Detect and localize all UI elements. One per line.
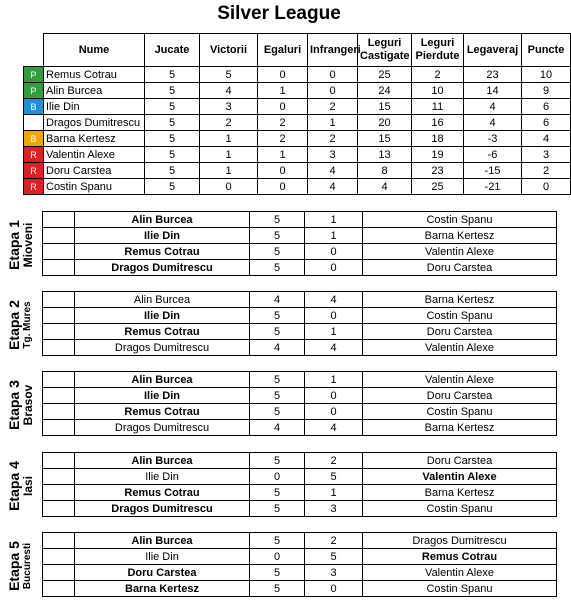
row-spacer-cell [43,340,75,356]
stat-cell: 5 [145,115,200,131]
stage-block [0,532,558,600]
stat-cell: 2 [308,99,358,115]
row-spacer-cell [43,212,75,228]
player-name-cell: Ilie Din [44,99,145,115]
player-name-cell: Alin Burcea [44,83,145,99]
stat-cell: 3 [308,147,358,163]
player-name-cell: Barna Kertesz [44,131,145,147]
status-badge [24,115,44,131]
stat-cell: 3 [200,99,258,115]
away-player-cell: Costin Spanu [363,581,557,597]
standings-row [24,131,571,147]
stat-cell: 2 [258,131,308,147]
home-score-cell: 5 [250,501,305,517]
home-player-cell: Dragos Dumitrescu [75,340,250,356]
row-spacer-cell [43,485,75,501]
away-player-cell: Doru Carstea [363,260,557,276]
row-spacer-cell [43,260,75,276]
away-score-cell: 1 [305,228,363,244]
stat-cell: 0 [258,179,308,195]
stage-block [0,211,558,279]
match-row [43,404,557,420]
header-cell: Legaveraj [464,34,522,67]
stat-cell: 6 [522,99,571,115]
match-row [43,549,557,565]
stat-cell: 0 [258,163,308,179]
match-row [43,388,557,404]
stat-cell: 5 [145,67,200,83]
away-player-cell: Costin Spanu [363,501,557,517]
match-row [43,581,557,597]
home-player-cell: Ilie Din [75,388,250,404]
stat-cell: 1 [200,147,258,163]
home-player-cell: Alin Burcea [75,533,250,549]
row-spacer-cell [43,565,75,581]
stat-cell: 5 [145,131,200,147]
player-name-cell: Doru Carstea [44,163,145,179]
match-row [43,212,557,228]
row-spacer-cell [43,581,75,597]
stat-cell: 23 [412,163,464,179]
away-score-cell: 1 [305,324,363,340]
stat-cell: 2 [200,115,258,131]
stat-cell: 1 [258,83,308,99]
stat-cell: 2 [258,115,308,131]
status-badge: R [24,163,44,179]
away-player-cell: Dragos Dumitrescu [363,533,557,549]
row-spacer-cell [43,420,75,436]
stage-number: Etapa 2 [6,300,22,350]
away-score-cell: 4 [305,292,363,308]
stage-block [0,452,558,520]
home-player-cell: Dragos Dumitrescu [75,420,250,436]
row-spacer-cell [43,228,75,244]
away-player-cell: Barna Kertesz [363,420,557,436]
away-score-cell: 4 [305,420,363,436]
away-score-cell: 0 [305,404,363,420]
standings-row [24,99,571,115]
away-score-cell: 1 [305,372,363,388]
away-player-cell: Valentin Alexe [363,372,557,388]
row-spacer-cell [43,308,75,324]
match-row [43,308,557,324]
home-score-cell: 5 [250,228,305,244]
home-score-cell: 5 [250,565,305,581]
player-name-cell: Dragos Dumitrescu [44,115,145,131]
away-score-cell: 0 [305,244,363,260]
stat-cell: 10 [522,67,571,83]
match-row [43,340,557,356]
home-player-cell: Alin Burcea [75,453,250,469]
stat-cell: 5 [145,179,200,195]
standings-table [23,33,571,195]
away-score-cell: 0 [305,388,363,404]
stat-cell: 24 [358,83,412,99]
stage-city: Iasi [21,476,35,497]
stat-cell: 5 [145,99,200,115]
stage-number: Etapa 1 [6,220,22,270]
stat-cell: 20 [358,115,412,131]
home-score-cell: 0 [250,469,305,485]
stat-cell: 4 [308,179,358,195]
home-score-cell: 5 [250,260,305,276]
status-badge: B [24,99,44,115]
home-score-cell: 5 [250,485,305,501]
header-cell: Puncte [522,34,571,67]
stat-cell: 14 [464,83,522,99]
stage-matches-table [42,291,557,356]
home-score-cell: 5 [250,308,305,324]
away-player-cell: Valentin Alexe [363,469,557,485]
away-score-cell: 3 [305,501,363,517]
away-score-cell: 5 [305,549,363,565]
away-player-cell: Doru Carstea [363,324,557,340]
home-player-cell: Ilie Din [75,469,250,485]
stat-cell: 15 [358,131,412,147]
stat-cell: 11 [412,99,464,115]
away-score-cell: 4 [305,340,363,356]
stat-cell: 0 [258,67,308,83]
match-row [43,260,557,276]
stat-cell: 1 [308,115,358,131]
stat-cell: 15 [358,99,412,115]
match-row [43,292,557,308]
stage-city: Tg. Mures [22,301,33,349]
stage-number: Etapa 3 [6,380,22,430]
row-spacer-cell [43,324,75,340]
away-player-cell: Remus Cotrau [363,549,557,565]
home-score-cell: 5 [250,404,305,420]
stat-cell: 4 [464,99,522,115]
row-spacer-cell [43,549,75,565]
stat-cell: 8 [358,163,412,179]
stage-block [0,371,558,439]
away-player-cell: Barna Kertesz [363,485,557,501]
stat-cell: 1 [200,163,258,179]
match-row [43,420,557,436]
away-player-cell: Costin Spanu [363,308,557,324]
home-player-cell: Ilie Din [75,228,250,244]
league-title: Silver League [217,3,341,24]
away-score-cell: 0 [305,581,363,597]
home-score-cell: 5 [250,244,305,260]
away-player-cell: Costin Spanu [363,212,557,228]
home-score-cell: 5 [250,324,305,340]
stage-label [0,532,42,600]
away-player-cell: Valentin Alexe [363,340,557,356]
stat-cell: 0 [308,83,358,99]
home-score-cell: 5 [250,212,305,228]
stage-number: Etapa 5 [6,541,22,591]
stat-cell: 2 [308,131,358,147]
home-player-cell: Alin Burcea [75,212,250,228]
row-spacer-cell [43,501,75,517]
header-cell: Leguri Pierdute [412,34,464,67]
row-spacer-cell [43,453,75,469]
row-spacer-cell [43,533,75,549]
stat-cell: 16 [412,115,464,131]
away-player-cell: Doru Carstea [363,388,557,404]
stat-cell: -21 [464,179,522,195]
match-row [43,244,557,260]
away-player-cell: Doru Carstea [363,453,557,469]
stage-block [0,291,558,359]
stat-cell: 5 [145,147,200,163]
away-score-cell: 5 [305,469,363,485]
standings-row [24,83,571,99]
stat-cell: 10 [412,83,464,99]
standings-row [24,67,571,83]
match-row [43,453,557,469]
player-name-cell: Remus Cotrau [44,67,145,83]
header-cell: Jucate [145,34,200,67]
away-score-cell: 2 [305,533,363,549]
stat-cell: 4 [522,131,571,147]
stat-cell: 0 [258,99,308,115]
away-player-cell: Costin Spanu [363,404,557,420]
standings-row [24,115,571,131]
stat-cell: 13 [358,147,412,163]
stat-cell: -3 [464,131,522,147]
stage-matches-table [42,532,557,597]
match-row [43,485,557,501]
header-cell: Egaluri [258,34,308,67]
stat-cell: 6 [522,115,571,131]
away-score-cell: 2 [305,453,363,469]
stage-label [0,452,42,520]
stat-cell: 1 [258,147,308,163]
away-player-cell: Valentin Alexe [363,565,557,581]
home-player-cell: Barna Kertesz [75,581,250,597]
stage-label [0,211,42,279]
row-spacer-cell [43,372,75,388]
stat-cell: 0 [522,179,571,195]
stat-cell: 5 [145,83,200,99]
row-spacer-cell [43,404,75,420]
home-player-cell: Alin Burcea [75,372,250,388]
stage-label [0,291,42,359]
stat-cell: 4 [308,163,358,179]
stat-cell: 1 [200,131,258,147]
stat-cell: 4 [358,179,412,195]
status-badge: P [24,67,44,83]
home-player-cell: Doru Carstea [75,565,250,581]
stage-matches-table [42,371,557,436]
match-row [43,469,557,485]
header-cell: Victorii [200,34,258,67]
row-spacer-cell [43,292,75,308]
match-row [43,501,557,517]
home-player-cell: Ilie Din [75,549,250,565]
away-score-cell: 1 [305,485,363,501]
player-name-cell: Costin Spanu [44,179,145,195]
stat-cell: 25 [358,67,412,83]
status-badge: R [24,147,44,163]
match-row [43,324,557,340]
match-row [43,533,557,549]
home-score-cell: 4 [250,420,305,436]
home-score-cell: 5 [250,581,305,597]
stat-cell: 4 [464,115,522,131]
stat-cell: 18 [412,131,464,147]
stage-city: Mioveni [21,222,35,268]
row-spacer-cell [43,388,75,404]
home-player-cell: Remus Cotrau [75,485,250,501]
row-spacer-cell [43,244,75,260]
away-score-cell: 0 [305,308,363,324]
home-player-cell: Ilie Din [75,308,250,324]
match-row [43,228,557,244]
home-player-cell: Remus Cotrau [75,404,250,420]
stat-cell: 2 [412,67,464,83]
header-cell: Infrangeri [308,34,358,67]
stat-cell: 5 [200,67,258,83]
home-player-cell: Remus Cotrau [75,324,250,340]
home-player-cell: Remus Cotrau [75,244,250,260]
badge-header [24,34,44,67]
home-player-cell: Dragos Dumitrescu [75,501,250,517]
stage-label [0,371,42,439]
header-cell: Leguri Castigate [358,34,412,67]
standings-row [24,147,571,163]
stat-cell: 0 [200,179,258,195]
status-badge: P [24,83,44,99]
match-row [43,372,557,388]
home-score-cell: 4 [250,292,305,308]
match-row [43,565,557,581]
standings-row [24,163,571,179]
stat-cell: 0 [308,67,358,83]
stage-city: Bucuresti [22,542,33,590]
row-spacer-cell [43,469,75,485]
standings-header-row [24,34,571,67]
stat-cell: -15 [464,163,522,179]
away-score-cell: 1 [305,212,363,228]
stage-number: Etapa 4 [6,461,22,511]
stat-cell: 3 [522,147,571,163]
home-player-cell: Alin Burcea [75,292,250,308]
home-score-cell: 5 [250,453,305,469]
home-score-cell: 5 [250,372,305,388]
stage-matches-table [42,452,557,517]
stage-city: Brasov [21,384,35,426]
status-badge: R [24,179,44,195]
home-score-cell: 0 [250,549,305,565]
stat-cell: 5 [145,163,200,179]
away-score-cell: 3 [305,565,363,581]
player-name-cell: Valentin Alexe [44,147,145,163]
away-player-cell: Barna Kertesz [363,292,557,308]
standings-row [24,179,571,195]
away-score-cell: 0 [305,260,363,276]
away-player-cell: Barna Kertesz [363,228,557,244]
stat-cell: 9 [522,83,571,99]
stat-cell: 2 [522,163,571,179]
home-score-cell: 4 [250,340,305,356]
header-cell: Nume [44,34,145,67]
stat-cell: 23 [464,67,522,83]
stage-matches-table [42,211,557,276]
stat-cell: 25 [412,179,464,195]
away-player-cell: Valentin Alexe [363,244,557,260]
home-score-cell: 5 [250,533,305,549]
stat-cell: 19 [412,147,464,163]
stat-cell: -6 [464,147,522,163]
stat-cell: 4 [200,83,258,99]
home-player-cell: Dragos Dumitrescu [75,260,250,276]
home-score-cell: 5 [250,388,305,404]
status-badge: B [24,131,44,147]
